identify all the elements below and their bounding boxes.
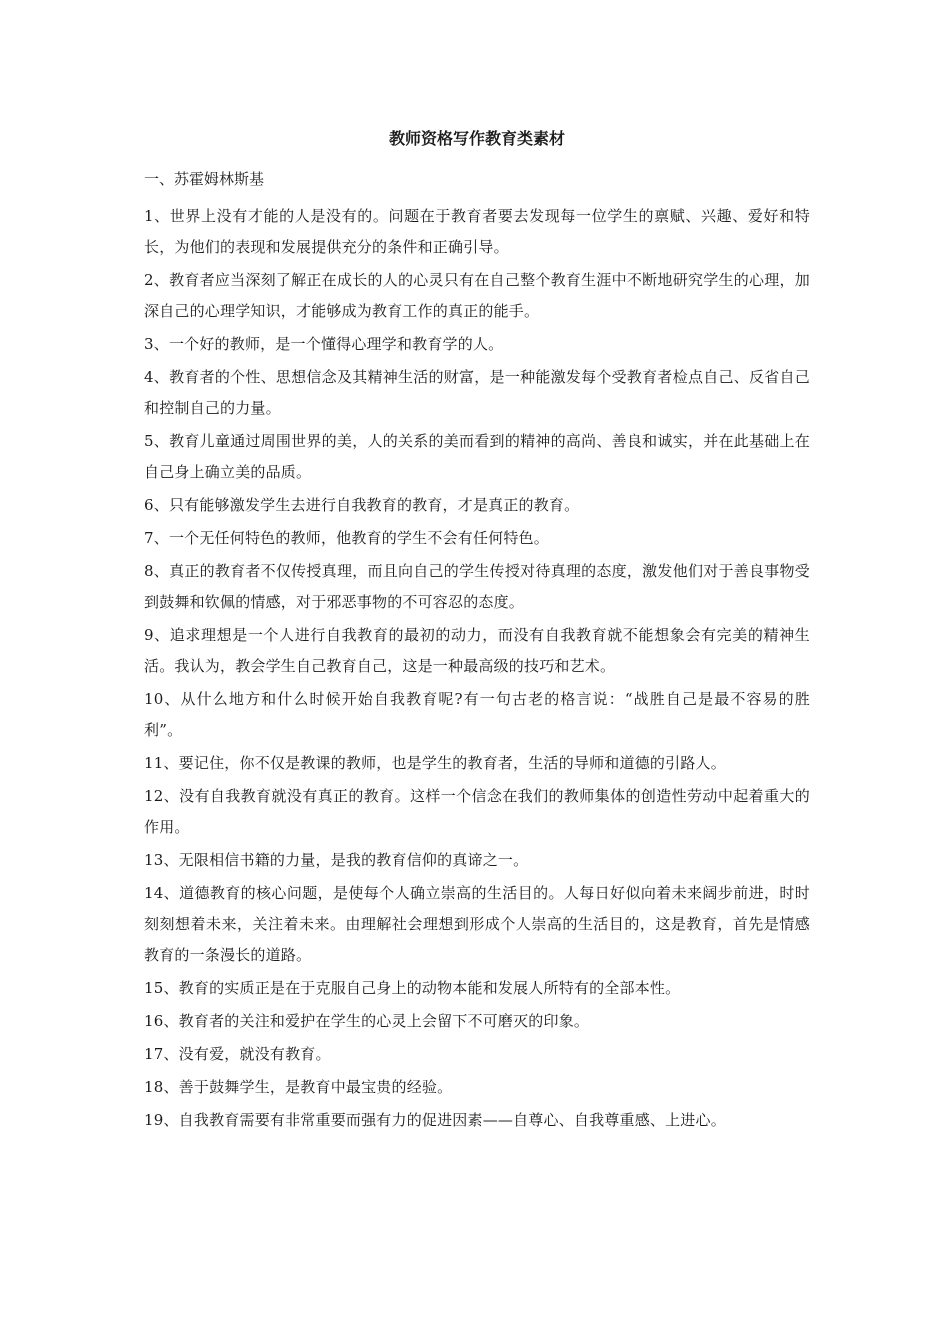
quote-item: 15、教育的实质正是在于克服自己身上的动物本能和发展人所特有的全部本性。 — [144, 979, 681, 997]
quote-item: 11、要记住，你不仅是教课的教师，也是学生的教育者，生活的导师和道德的引路人。 — [144, 754, 726, 772]
quote-item: 10、从什么地方和什么时候开始自我教育呢?有一句古老的格言说：“战胜自己是最不容易的胜利”。 — [144, 690, 810, 739]
quote-item: 2、教育者应当深刻了解正在成长的人的心灵只有在自己整个教育生涯中不断地研究学生的心理，加深自己的心理学知识，才能够成为教育工作的真正的能手。 — [144, 271, 810, 320]
quote-item: 3、一个好的教师，是一个懂得心理学和教育学的人。 — [144, 335, 504, 353]
quote-item: 12、没有自我教育就没有真正的教育。这样一个信念在我们的教师集体的创造性劳动中起着重大的作用。 — [144, 787, 810, 836]
quote-item: 13、无限相信书籍的力量，是我的教育信仰的真谛之一。 — [144, 851, 529, 869]
quote-item: 6、只有能够激发学生去进行自我教育的教育，才是真正的教育。 — [144, 496, 580, 514]
quote-item: 7、一个无任何特色的教师，他教育的学生不会有任何特色。 — [144, 529, 549, 547]
quote-item: 19、自我教育需要有非常重要而强有力的促进因素——自尊心、自我尊重感、上进心。 — [144, 1111, 726, 1129]
quote-item: 5、教育儿童通过周围世界的美，人的关系的美而看到的精神的高尚、善良和诚实，并在此基础上在自己身上确立美的品质。 — [144, 432, 810, 481]
quote-item: 8、真正的教育者不仅传授真理，而且向自己的学生传授对待真理的态度，激发他们对于善良事物受到鼓舞和钦佩的情感，对于邪恶事物的不可容忍的态度。 — [144, 562, 810, 611]
quote-item: 1、世界上没有才能的人是没有的。问题在于教育者要去发现每一位学生的禀赋、兴趣、爱好和特长，为他们的表现和发展提供充分的条件和正确引导。 — [144, 207, 810, 256]
section-heading: 一、苏霍姆林斯基 — [144, 170, 265, 188]
document-title: 教师资格写作教育类素材 — [388, 129, 565, 148]
quote-item: 16、教育者的关注和爱护在学生的心灵上会留下不可磨灭的印象。 — [144, 1012, 590, 1030]
quote-item: 9、追求理想是一个人进行自我教育的最初的动力，而没有自我教育就不能想象会有完美的精神生活。我认为，教会学生自己教育自己，这是一种最高级的技巧和艺术。 — [144, 626, 810, 675]
quote-item: 17、没有爱，就没有教育。 — [144, 1045, 331, 1063]
quote-item: 18、善于鼓舞学生，是教育中最宝贵的经验。 — [144, 1078, 453, 1096]
quote-list — [144, 201, 810, 1138]
quote-item: 14、道德教育的核心问题，是使每个人确立崇高的生活目的。人每日好似向着未来阔步前进，时时刻刻想着未来，关注着未来。由理解社会理想到形成个人崇高的生活目的，这是教育，首先是情感教育的一条漫长的道路。 — [144, 884, 810, 964]
quote-item: 4、教育者的个性、思想信念及其精神生活的财富，是一种能激发每个受教育者检点自己、反省自己和控制自己的力量。 — [144, 368, 810, 417]
